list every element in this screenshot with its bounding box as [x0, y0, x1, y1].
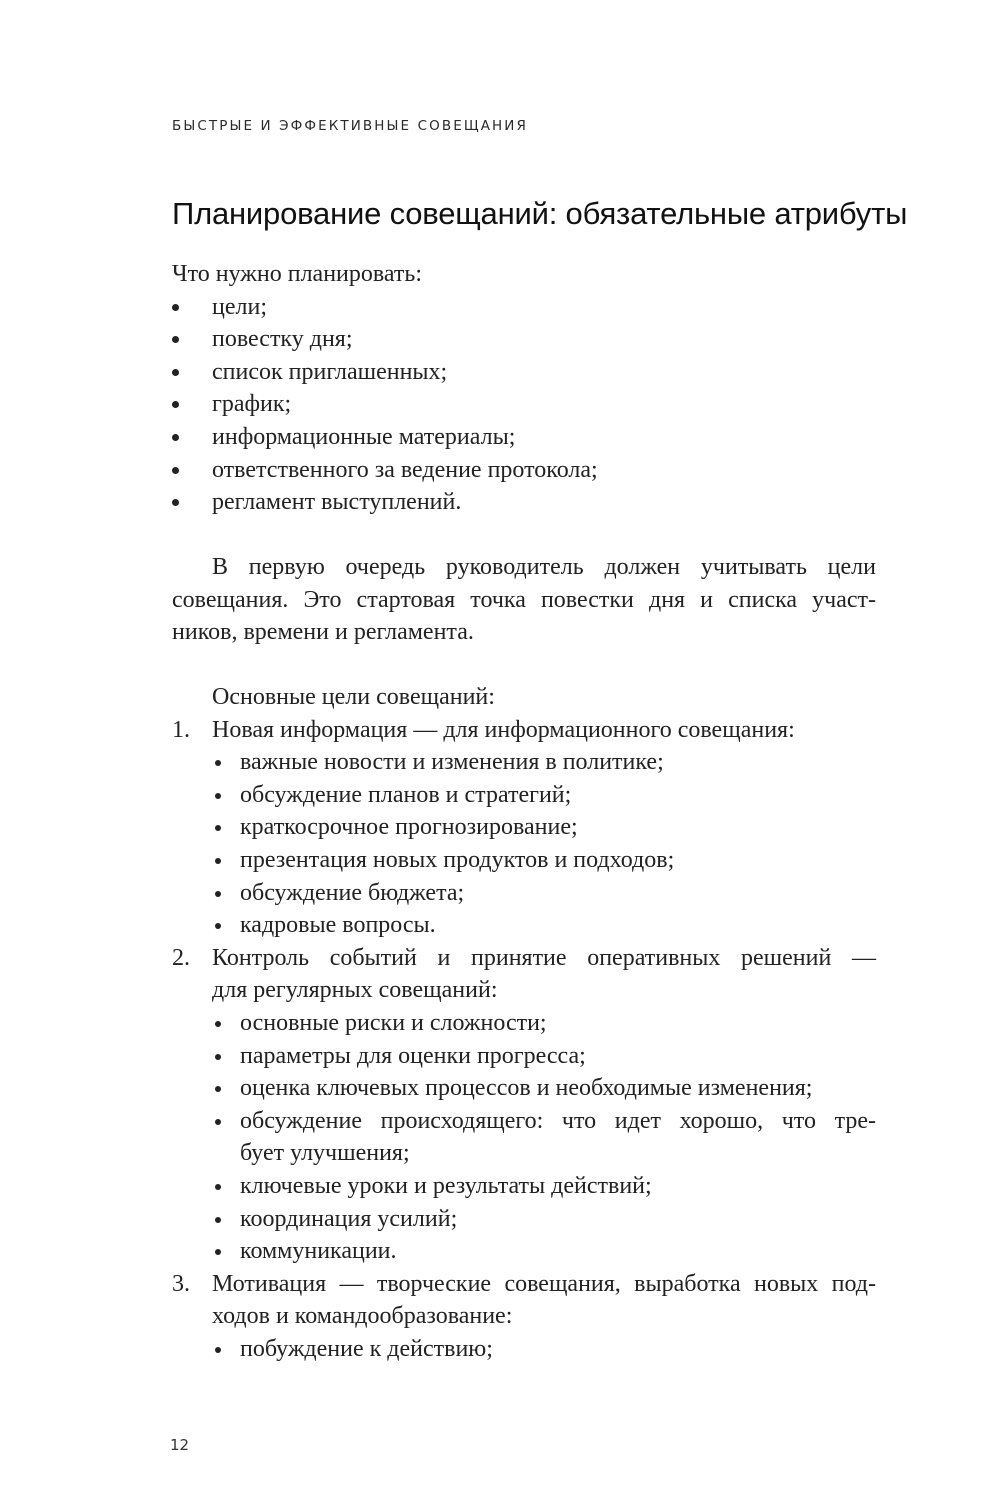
goal-item-line: краткосрочное прогнозирование; [240, 814, 578, 841]
bullet-dot-icon [215, 1347, 221, 1353]
goal-item-line: коммуникации. [240, 1238, 397, 1265]
bullet-icon [215, 1040, 225, 1060]
bullet-dot-icon [172, 499, 179, 506]
bullet-dot-icon [215, 825, 221, 831]
bullet-icon [215, 1333, 225, 1353]
paragraph-line: совещания. Это стартовая точка повестки дня и списка участ- [172, 586, 876, 613]
bullet-dot-icon [215, 1249, 221, 1255]
plan-list-item: график; [212, 391, 292, 418]
goal-title-line: Новая информация — для информационного совещания: [212, 716, 795, 743]
bullet-icon [172, 454, 184, 474]
goal-item-line: кадровые вопросы. [240, 912, 436, 939]
bullet-dot-icon [215, 923, 221, 929]
bullet-dot-icon [215, 1217, 221, 1223]
running-head: БЫСТРЫЕ И ЭФФЕКТИВНЫЕ СОВЕЩАНИЯ [172, 118, 528, 134]
goal-item-line: параметры для оценки прогресса; [240, 1042, 586, 1069]
bullet-dot-icon [215, 1054, 221, 1060]
bullet-icon [172, 388, 184, 408]
bullet-icon [215, 877, 225, 897]
paragraph-line: В первую очередь руководитель должен учитывать цели [212, 554, 876, 580]
goal-item-line: оценка ключевых процессов и необходимые изменения; [240, 1075, 813, 1102]
bullet-icon [215, 1007, 225, 1027]
bullet-icon [215, 746, 225, 766]
goal-item-line: координация усилий; [240, 1205, 458, 1232]
bullet-dot-icon [172, 401, 179, 408]
bullet-dot-icon [215, 858, 221, 864]
plan-list-item: повестку дня; [212, 326, 353, 353]
goal-item-line: ключевые уроки и результаты действий; [240, 1173, 652, 1199]
bullet-dot-icon [172, 467, 179, 474]
bullet-icon [172, 291, 184, 311]
page-number: 12 [170, 1436, 190, 1454]
bullet-icon [215, 1072, 225, 1092]
bullet-icon [215, 1105, 225, 1125]
bullet-icon [215, 844, 225, 864]
plan-list-item: ответственного за ведение протокола; [212, 456, 598, 483]
bullet-icon [215, 811, 225, 831]
goal-item-line: обсуждение происходящего: что идет хорошо, что тре- [240, 1107, 876, 1134]
bullet-dot-icon [215, 891, 221, 897]
bullet-dot-icon [215, 1021, 221, 1027]
goal-title-line: Мотивация — творческие совещания, выработка новых под- [212, 1270, 876, 1297]
goal-title-line: ходов и командообразование: [212, 1303, 513, 1330]
goal-item-line: бует улучшения; [240, 1140, 410, 1167]
bullet-icon [172, 356, 184, 376]
bullet-dot-icon [172, 336, 179, 343]
goal-number: 3. [172, 1270, 190, 1297]
plan-list-item: список приглашенных; [212, 358, 448, 385]
bullet-icon [215, 1235, 225, 1255]
goal-item-line: важные новости и изменения в политике; [240, 749, 664, 776]
bullet-icon [172, 486, 184, 506]
bullet-icon [215, 779, 225, 799]
goal-title-line: для регулярных совещаний: [212, 977, 498, 1004]
bullet-dot-icon [172, 434, 179, 441]
bullet-dot-icon [215, 793, 221, 799]
goal-item-line: обсуждение бюджета; [240, 879, 465, 906]
goal-number: 2. [172, 944, 190, 971]
bullet-dot-icon [172, 369, 179, 376]
bullet-dot-icon [215, 1086, 221, 1092]
bullet-icon [215, 1203, 225, 1223]
bullet-icon [172, 323, 184, 343]
plan-intro: Что нужно планировать: [172, 261, 423, 287]
section-title: Планирование совещаний: обязательные атрибуты [172, 196, 908, 231]
goal-item-line: побуждение к действию; [240, 1336, 493, 1362]
goals-intro: Основные цели совещаний: [212, 684, 495, 710]
goal-item-line: основные риски и сложности; [240, 1010, 547, 1036]
plan-list-item: информационные материалы; [212, 424, 516, 450]
goal-item-line: обсуждение планов и стратегий; [240, 781, 572, 808]
plan-list-item: регламент выступлений. [212, 489, 462, 516]
goal-title-line: Контроль событий и принятие оперативных решений — [212, 944, 876, 971]
bullet-dot-icon [215, 1119, 221, 1125]
bullet-icon [215, 1170, 225, 1190]
goal-number: 1. [172, 716, 190, 743]
bullet-icon [215, 909, 225, 929]
bullet-dot-icon [215, 760, 221, 766]
bullet-icon [172, 421, 184, 441]
goal-item-line: презентация новых продуктов и подходов; [240, 847, 675, 873]
plan-list-item: цели; [212, 293, 267, 320]
paragraph-line: ников, времени и регламента. [172, 619, 474, 646]
bullet-dot-icon [215, 1184, 221, 1190]
bullet-dot-icon [172, 304, 179, 311]
